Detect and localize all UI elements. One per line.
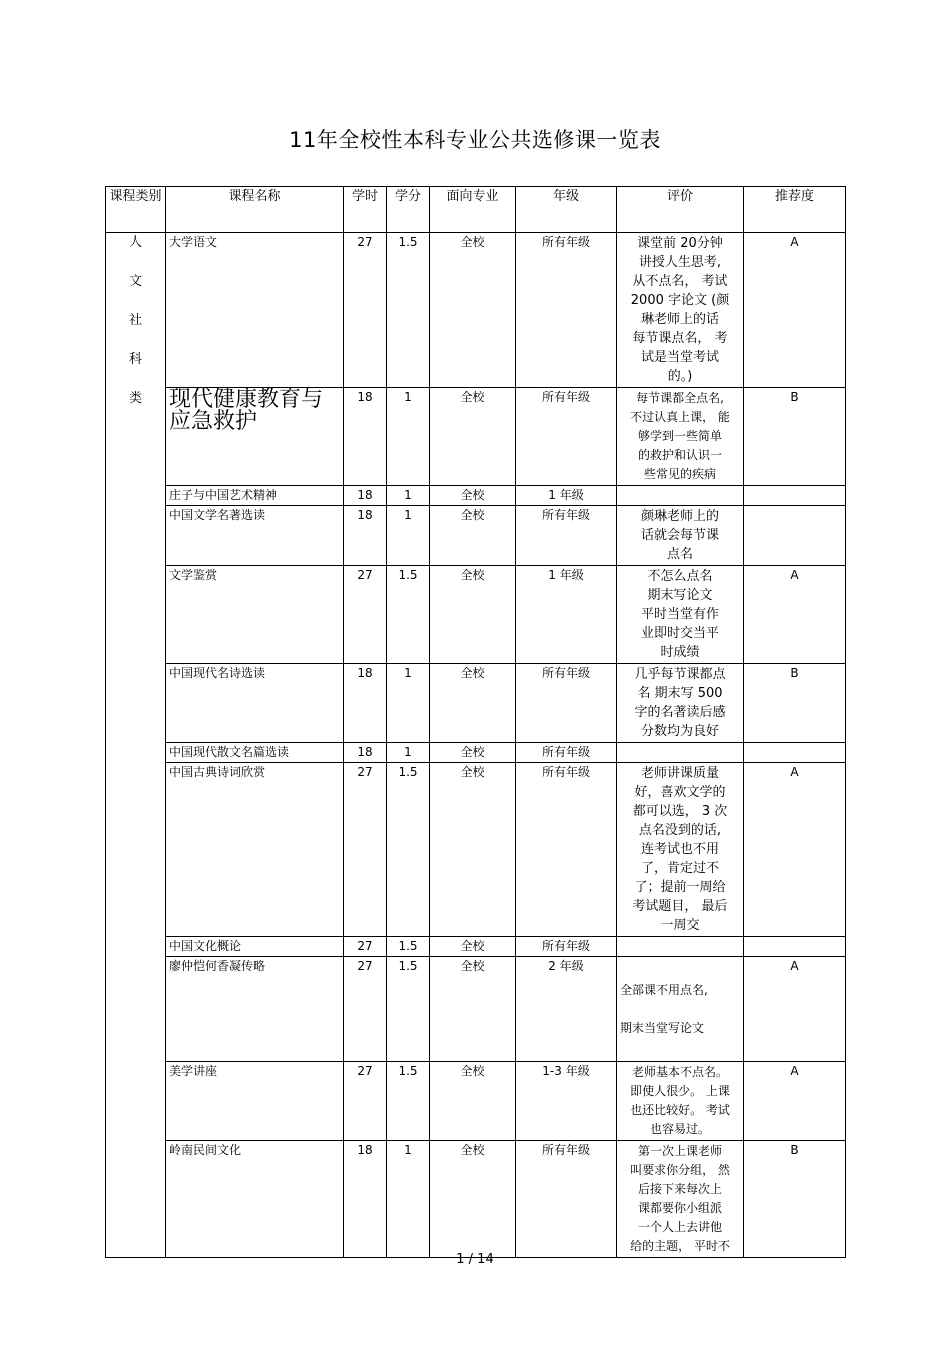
- header-category: 课程类别: [106, 187, 166, 233]
- course-credits: 1: [387, 743, 430, 763]
- course-name: 中国文化概论: [166, 937, 344, 957]
- evaluation-line: 的救护和认识一: [637, 448, 722, 462]
- evaluation-line: 字的名著读后感: [634, 705, 726, 720]
- course-evaluation: [617, 233, 744, 388]
- course-credits: 1: [387, 664, 430, 743]
- evaluation-line: 名 期末写 500: [637, 686, 723, 701]
- evaluation-line: 也容易过。: [649, 1122, 710, 1136]
- course-major: 全校: [430, 937, 516, 957]
- course-name: 中国现代名诗选读: [166, 664, 344, 743]
- course-recommend: [744, 506, 846, 566]
- category-char: 人: [128, 235, 142, 250]
- evaluation-line: 期末写论文: [647, 588, 713, 603]
- header-name: 课程名称: [166, 187, 344, 233]
- category-char: 文: [128, 274, 142, 289]
- table-row: [106, 763, 846, 937]
- course-hours: 27: [344, 1062, 387, 1141]
- evaluation-line: 讲授人生思考,: [638, 255, 722, 270]
- evaluation-line: 每节课点名， 考: [632, 331, 728, 346]
- course-recommend: A: [744, 233, 846, 388]
- evaluation-line: 琳老师上的话: [640, 312, 719, 327]
- course-grade: 2 年级: [516, 957, 617, 1062]
- evaluation-line: 课堂前 20分钟: [637, 236, 723, 251]
- evaluation-line: 一个人上去讲他: [637, 1220, 722, 1234]
- course-credits: 1: [387, 506, 430, 566]
- evaluation-line: 即使人很少。 上课: [630, 1084, 730, 1098]
- header-grade: 年级: [516, 187, 617, 233]
- course-credits: 1: [387, 1141, 430, 1258]
- course-hours: 18: [344, 388, 387, 486]
- course-grade: 1 年级: [516, 486, 617, 506]
- course-grade: 所有年级: [516, 388, 617, 486]
- course-grade: 所有年级: [516, 763, 617, 937]
- evaluation-line: 了，肯定过不: [640, 861, 719, 876]
- course-hours: 18: [344, 1141, 387, 1258]
- course-credits: 1.5: [387, 566, 430, 664]
- course-credits: 1.5: [387, 957, 430, 1062]
- course-name: 岭南民间文化: [166, 1141, 344, 1258]
- course-major: 全校: [430, 388, 516, 486]
- course-name: 廖仲恺何香凝传略: [166, 957, 344, 1062]
- course-recommend: B: [744, 664, 846, 743]
- header-hours: 学时: [344, 187, 387, 233]
- course-recommend: A: [744, 1062, 846, 1141]
- evaluation-line: 给的主题， 平时不: [630, 1239, 730, 1253]
- course-major: 全校: [430, 1141, 516, 1258]
- course-major: 全校: [430, 664, 516, 743]
- evaluation-line: 些常见的疾病: [643, 467, 716, 481]
- evaluation-line: 不怎么点名: [647, 569, 713, 584]
- course-name: 庄子与中国艺术精神: [166, 486, 344, 506]
- table-row: [106, 743, 846, 763]
- category-char: 社: [128, 313, 142, 328]
- page-title: 11年全校性本科专业公共选修课一览表: [289, 128, 661, 152]
- course-grade: 1 年级: [516, 566, 617, 664]
- course-hours: 27: [344, 566, 387, 664]
- evaluation-line: 分数均为良好: [640, 724, 719, 739]
- evaluation-line: 连考试也不用: [640, 842, 719, 857]
- evaluation-line: 老师基本不点名。: [631, 1065, 728, 1079]
- header-credits: 学分: [387, 187, 430, 233]
- course-name: 现代健康教育与应急救护: [166, 388, 344, 486]
- evaluation-line: 点名: [666, 547, 693, 562]
- course-grade: 所有年级: [516, 233, 617, 388]
- course-name: 美学讲座: [166, 1062, 344, 1141]
- course-credits: 1.5: [387, 937, 430, 957]
- course-recommend: A: [744, 763, 846, 937]
- course-credits: 1: [387, 486, 430, 506]
- category-char: 类: [128, 391, 142, 406]
- course-grade: 所有年级: [516, 506, 617, 566]
- category-cell: [106, 233, 166, 1258]
- course-major: 全校: [430, 566, 516, 664]
- table-row: [106, 1062, 846, 1141]
- course-major: 全校: [430, 743, 516, 763]
- evaluation-line: 也还比较好。 考试: [630, 1103, 730, 1117]
- course-name: 中国现代散文名篇选读: [166, 743, 344, 763]
- course-recommend: B: [744, 388, 846, 486]
- evaluation-line: 业即时交当平: [640, 626, 719, 641]
- evaluation-line: 后接下来每次上: [637, 1182, 722, 1196]
- page-indicator: 1 / 14: [456, 1252, 494, 1267]
- course-credits: 1.5: [387, 233, 430, 388]
- course-evaluation: [617, 763, 744, 937]
- evaluation-line: 几乎每节课都点: [634, 667, 726, 682]
- course-grade: 所有年级: [516, 937, 617, 957]
- course-major: 全校: [430, 957, 516, 1062]
- table-row: [106, 1141, 846, 1258]
- evaluation-line: 每节课都全点名,: [636, 391, 724, 405]
- course-recommend: [744, 743, 846, 763]
- evaluation-line: 了；提前一周给: [634, 880, 726, 895]
- evaluation-line: 叫要求你分组， 然: [630, 1163, 730, 1177]
- evaluation-line: 从不点名， 考试: [632, 274, 728, 289]
- evaluation-line: 不过认真上课， 能: [630, 410, 730, 424]
- course-recommend: A: [744, 566, 846, 664]
- evaluation-line: 都可以选， 3 次: [632, 804, 728, 819]
- course-hours: 18: [344, 486, 387, 506]
- evaluation-line: 平时当堂有作: [640, 607, 719, 622]
- course-evaluation: [617, 566, 744, 664]
- evaluation-line: 够学到一些简单: [637, 429, 722, 443]
- evaluation-line: 试是当堂考试: [640, 350, 719, 365]
- course-name: 文学鉴赏: [166, 566, 344, 664]
- evaluation-line: 老师讲课质量: [640, 766, 719, 781]
- evaluation-line: 全部课不用点名,: [620, 982, 708, 997]
- course-evaluation: [617, 1141, 744, 1258]
- course-evaluation: [617, 957, 744, 1062]
- evaluation-line: 好，喜欢文学的: [634, 785, 726, 800]
- course-hours: 27: [344, 233, 387, 388]
- course-major: 全校: [430, 506, 516, 566]
- course-hours: 18: [344, 506, 387, 566]
- table-row: [106, 506, 846, 566]
- course-name: 大学语文: [166, 233, 344, 388]
- course-recommend: A: [744, 957, 846, 1062]
- evaluation-line: 一周交: [660, 918, 700, 933]
- course-grade: 所有年级: [516, 1141, 617, 1258]
- course-recommend: [744, 486, 846, 506]
- course-credits: 1.5: [387, 763, 430, 937]
- header-recommend: 推荐度: [744, 187, 846, 233]
- evaluation-line: 颜琳老师上的: [640, 509, 719, 524]
- category-char: 科: [128, 352, 142, 367]
- course-hours: 18: [344, 664, 387, 743]
- evaluation-line: 课都要你小组派: [637, 1201, 722, 1215]
- table-row: [106, 566, 846, 664]
- course-evaluation: [617, 937, 744, 957]
- course-evaluation: [617, 1062, 744, 1141]
- course-evaluation: [617, 506, 744, 566]
- evaluation-line: 时成绩: [660, 645, 700, 660]
- course-hours: 27: [344, 957, 387, 1062]
- evaluation-line: [620, 1000, 740, 1019]
- evaluation-line: 的。): [667, 369, 693, 384]
- course-name: 中国古典诗词欣赏: [166, 763, 344, 937]
- course-evaluation: [617, 486, 744, 506]
- course-grade: 1-3 年级: [516, 1062, 617, 1141]
- course-grade: 所有年级: [516, 664, 617, 743]
- course-hours: 27: [344, 937, 387, 957]
- table-row: [106, 937, 846, 957]
- course-evaluation: [617, 388, 744, 486]
- evaluation-line: 第一次上课老师: [637, 1144, 722, 1158]
- header-major: 面向专业: [430, 187, 516, 233]
- course-evaluation: [617, 664, 744, 743]
- course-name: 中国文学名著选读: [166, 506, 344, 566]
- evaluation-line: 2000 字论文 (颜: [630, 293, 730, 308]
- course-table: [105, 186, 846, 1258]
- table-row: [106, 486, 846, 506]
- course-major: 全校: [430, 486, 516, 506]
- course-credits: 1.5: [387, 1062, 430, 1141]
- course-hours: 27: [344, 763, 387, 937]
- table-row: [106, 233, 846, 388]
- table-row: [106, 957, 846, 1062]
- course-evaluation: [617, 743, 744, 763]
- course-hours: 18: [344, 743, 387, 763]
- course-major: 全校: [430, 233, 516, 388]
- evaluation-line: 话就会每节课: [640, 528, 719, 543]
- course-grade: 所有年级: [516, 743, 617, 763]
- evaluation-line: 考试题目， 最后: [632, 899, 728, 914]
- table-row: [106, 664, 846, 743]
- table-row: [106, 388, 846, 486]
- course-credits: 1: [387, 388, 430, 486]
- course-major: 全校: [430, 763, 516, 937]
- course-major: 全校: [430, 1062, 516, 1141]
- course-recommend: B: [744, 1141, 846, 1258]
- evaluation-line: 点名没到的话,: [638, 823, 722, 838]
- header-evaluation: 评价: [617, 187, 744, 233]
- evaluation-line: 期末当堂写论文: [620, 1020, 705, 1035]
- course-recommend: [744, 937, 846, 957]
